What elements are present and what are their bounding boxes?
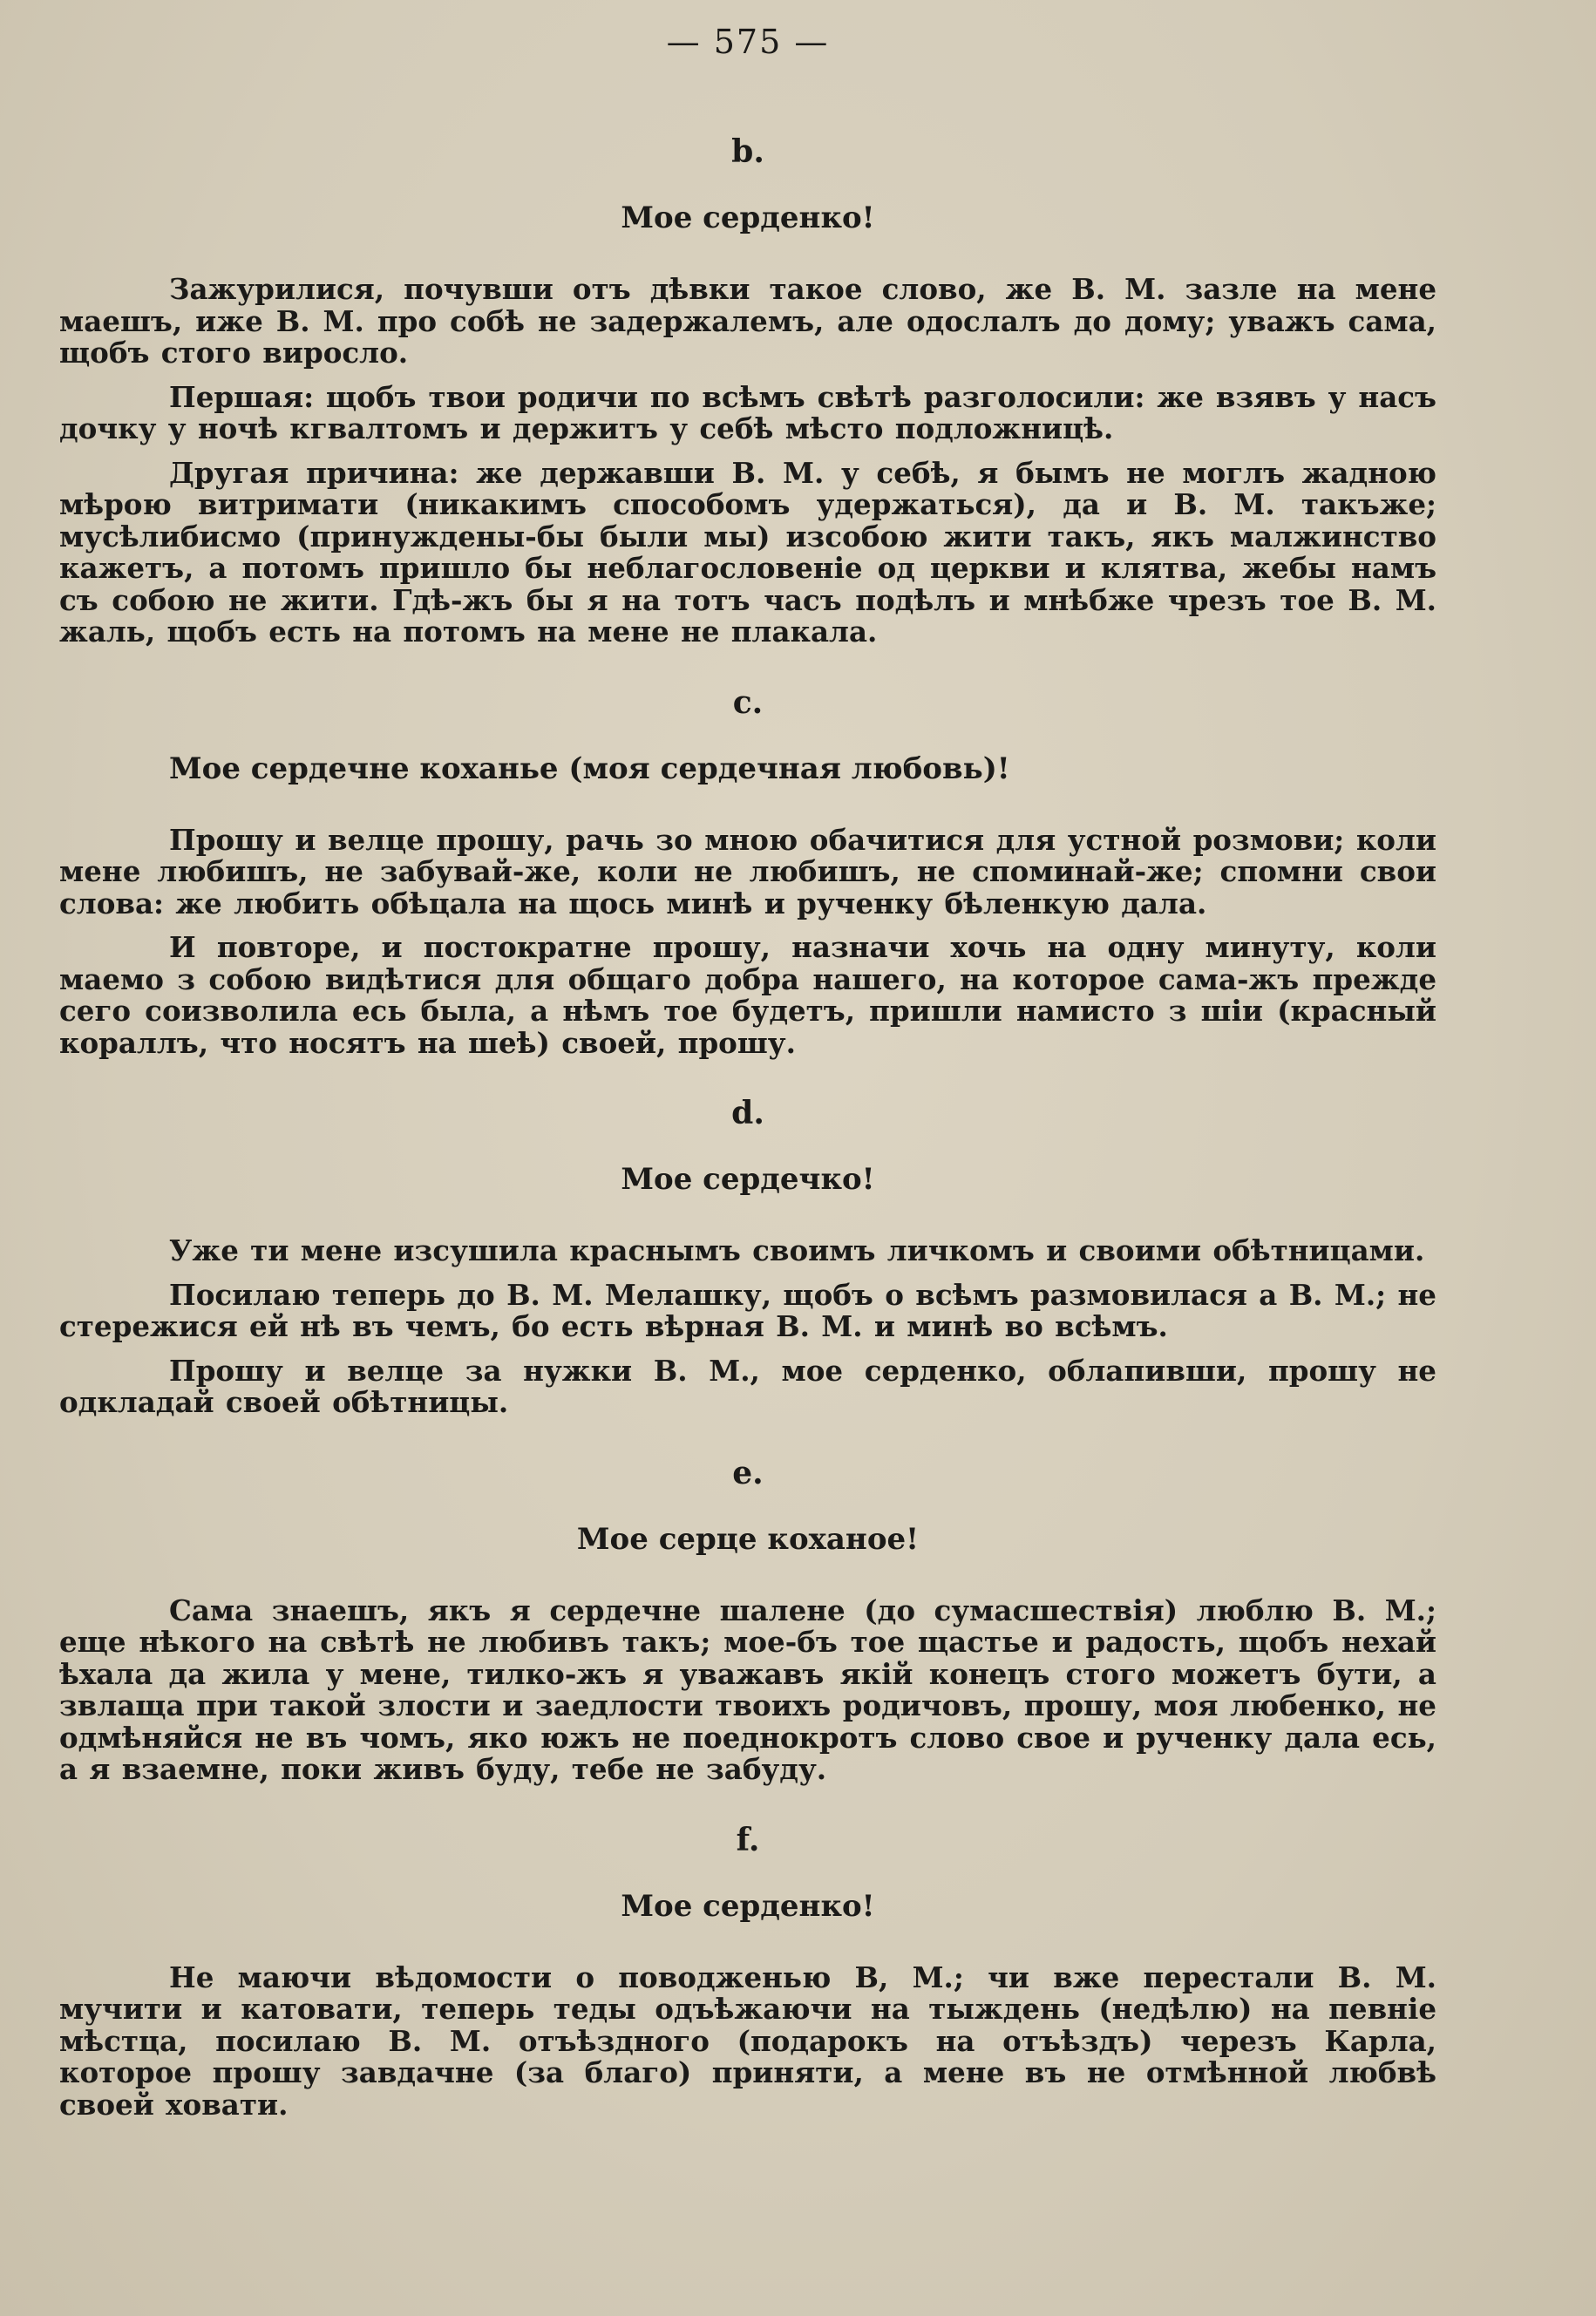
letter-section (59, 682, 1436, 1093)
letter-salutation: Мое сердечне коханье (моя сердечная любовь)! (169, 750, 1010, 786)
letter-paragraph: И повторе, и постократне прошу, назначи хочь на одну минуту, коли маемо з собою видѣтися для общаго добра нашего, на которое сама-жъ прежде сего соизволила есь была, а нѣмъ тое будетъ, пришли намисто з шіи (красный кораллъ, что носятъ на шеѣ) своей, прошу. (59, 930, 1436, 1060)
letter-section (59, 1092, 1436, 1452)
letter-section (59, 131, 1436, 682)
letter-paragraph: Першая: щобъ твои родичи по всѣмъ свѣтѣ разголосили: же взявъ у насъ дочку у ночѣ кгвалтомъ и держитъ у себѣ мѣсто подложницѣ. (59, 379, 1436, 445)
letter-label: f. (736, 1821, 760, 1858)
letter-paragraph: Другая причина: же державши В. М. у себѣ, я бымъ не моглъ жадною мѣрою витримати (никакимъ способомъ удержаться), да и В. М. такъже; мусѣлибисмо (принуждены-бы были мы) изсобою жити такъ, якъ малжинство кажетъ, а потомъ пришло бы неблагословеніе од церкви и клятва, жебы намъ съ собою не жити. Гдѣ-жъ бы я на тотъ часъ подѣлъ и мнѣбже чрезъ тое В. М. жаль, щобъ есть на потомъ на мене не плакала. (59, 455, 1436, 649)
letter-paragraph: Прошу и велце прошу, рачь зо мною обачитися для устной розмови; коли мене любишъ, не забувай-же, коли не любишъ, не споминай-же; спомни свои слова: же любить обѣцала на щось минѣ и рученку бѣленкую дала. (59, 822, 1436, 920)
letter-section (59, 1452, 1436, 1819)
letter-paragraph: Уже ти мене изсушила краснымъ своимъ личкомъ и своими обѣтницами. (169, 1233, 1425, 1267)
letter-paragraph: Посилаю теперь до В. М. Мелашку, щобъ о всѣмъ размовилася а В. М.; не стережися ей нѣ въ чемъ, бо есть вѣрная В. М. и минѣ во всѣмъ. (59, 1277, 1436, 1343)
section-spacer (59, 1798, 1436, 1819)
letter-salutation: Мое сердечко! (621, 1162, 875, 1197)
letter-salutation: Мое серце коханое! (576, 1521, 920, 1557)
letter-paragraph: Прошу и велце за нужки В. М., мое серденко, облапивши, прошу не одкладай своей обѣтницы. (59, 1353, 1436, 1419)
letter-paragraph: Не маючи вѣдомости о поводженью В, М.; чи вже перестали В. М. мучити и катовати, теперь теды одъѣжаючи на тыждень (недѣлю) на певніе мѣстца, посилаю В. М. отъѣздного (подарокъ на отъѣздъ) черезъ Карла, которое прошу завдачне (за благо) приняти, а мене въ не отмѣнной любвѣ своей ховати. (59, 1959, 1436, 2122)
section-spacer (59, 1071, 1436, 1092)
letter-label: c. (732, 683, 764, 721)
letter-paragraph: Сама знаешъ, якъ я сердечне шалене (до сумасшествія) люблю В. М.; еще нѣкого на свѣтѣ не любивъ такъ; мое-бъ тое щастье и радость, щобъ нехай ѣхала да жила у мене, тилко-жъ я уважавъ якій конецъ стого можетъ бути, а звлаща при такой злости и заедлости твоихъ родичовъ, прошу, моя любенко, не одмѣняйся не въ чомъ, яко южъ не поеднокротъ слово свое и рученку дала есь, а я взаемне, поки живъ буду, тебе не забуду. (59, 1593, 1436, 1786)
document-page (59, 16, 1436, 2133)
letter-section (59, 1819, 1436, 2122)
letters-container (59, 131, 1436, 2121)
section-spacer (59, 1431, 1436, 1452)
letter-paragraph: Зажурилися, почувши отъ дѣвки такое слово, же В. М. зазле на мене маешъ, иже В. М. про собѣ не задержалемъ, але одослалъ до дому; уважъ сама, щобъ стого виросло. (59, 272, 1436, 370)
letter-salutation: Мое серденко! (621, 200, 875, 235)
section-spacer (59, 661, 1436, 682)
letter-label: d. (731, 1095, 764, 1131)
letter-label: e. (732, 1454, 764, 1491)
page-number: — 575 — (666, 23, 830, 61)
letter-label: b. (731, 133, 764, 170)
letter-salutation: Мое серденко! (621, 1888, 875, 1924)
